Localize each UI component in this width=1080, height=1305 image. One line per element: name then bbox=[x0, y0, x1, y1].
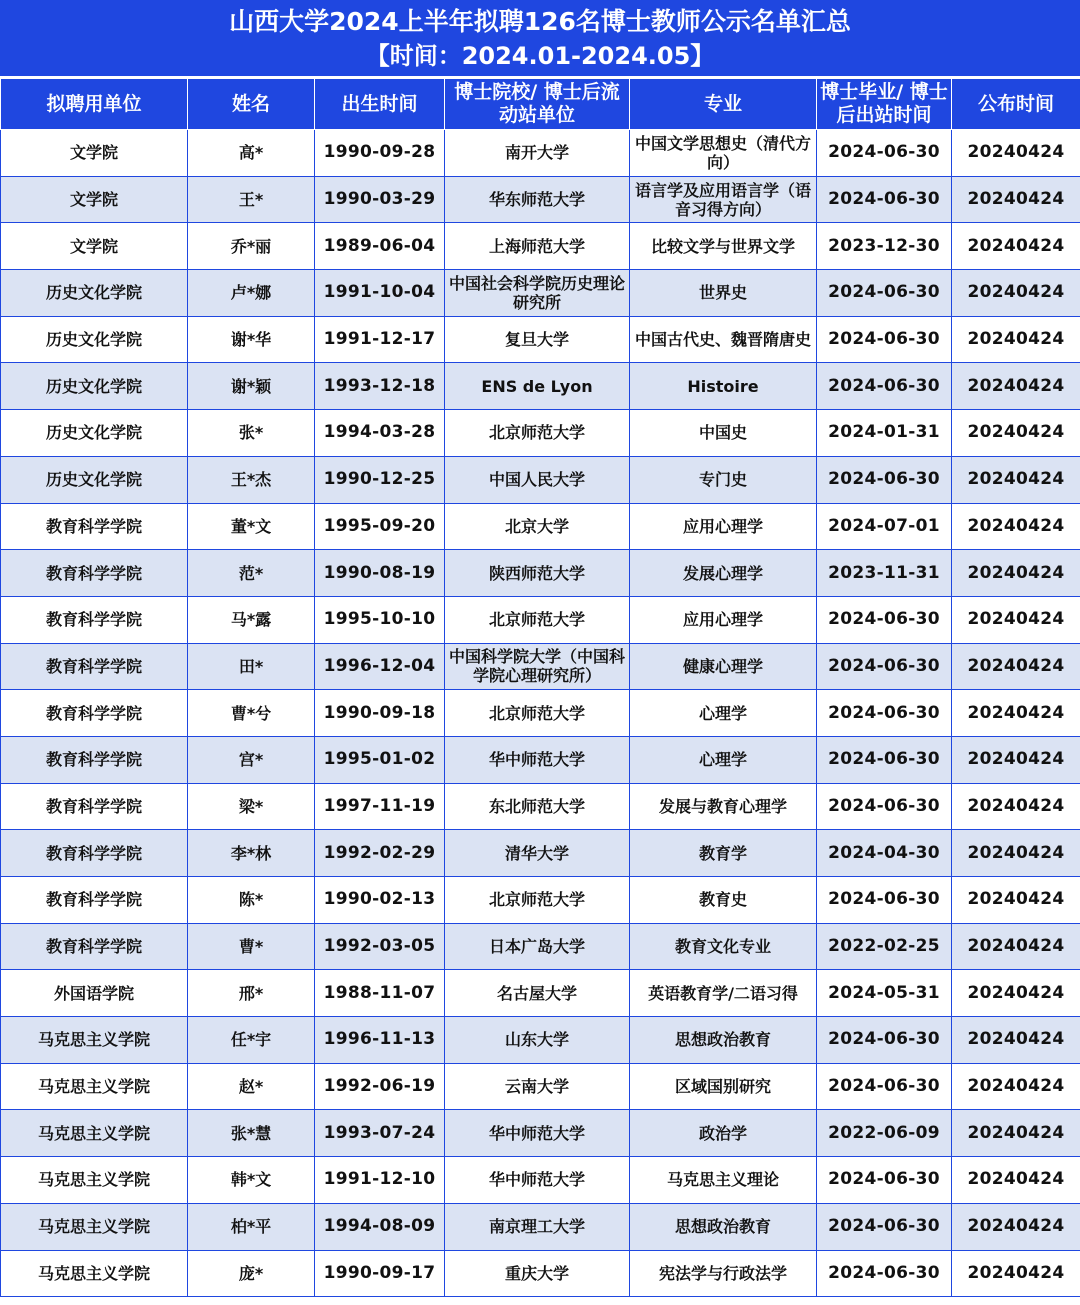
cell-name: 卢*娜 bbox=[188, 270, 315, 317]
cell-institution: 中国人民大学 bbox=[445, 456, 630, 503]
cell-publish-date: 20240424 bbox=[952, 1110, 1080, 1157]
table-row bbox=[1, 176, 1080, 223]
cell-name: 曹* bbox=[188, 923, 315, 970]
cell-major: 世界史 bbox=[630, 270, 817, 317]
cell-graduation-date: 2024-06-30 bbox=[817, 176, 952, 223]
cell-unit: 教育科学学院 bbox=[1, 643, 188, 690]
cell-birth-date: 1990-09-18 bbox=[315, 690, 445, 737]
table-row bbox=[1, 363, 1080, 410]
cell-graduation-date: 2024-06-30 bbox=[817, 783, 952, 830]
cell-publish-date: 20240424 bbox=[952, 316, 1080, 363]
cell-publish-date: 20240424 bbox=[952, 1203, 1080, 1250]
cell-birth-date: 1990-09-28 bbox=[315, 130, 445, 177]
cell-name: 董*文 bbox=[188, 503, 315, 550]
table-row bbox=[1, 503, 1080, 550]
cell-unit: 教育科学学院 bbox=[1, 830, 188, 877]
table-row bbox=[1, 596, 1080, 643]
cell-name: 柏*平 bbox=[188, 1203, 315, 1250]
table-row bbox=[1, 830, 1080, 877]
cell-major: 政治学 bbox=[630, 1110, 817, 1157]
table-row bbox=[1, 1203, 1080, 1250]
cell-publish-date: 20240424 bbox=[952, 1157, 1080, 1204]
table-row bbox=[1, 223, 1080, 270]
column-header-major: 专业 bbox=[630, 79, 817, 130]
cell-publish-date: 20240424 bbox=[952, 923, 1080, 970]
cell-publish-date: 20240424 bbox=[952, 783, 1080, 830]
cell-institution: 云南大学 bbox=[445, 1063, 630, 1110]
table-row bbox=[1, 550, 1080, 597]
cell-birth-date: 1995-09-20 bbox=[315, 503, 445, 550]
cell-unit: 马克思主义学院 bbox=[1, 1203, 188, 1250]
cell-institution: 陕西师范大学 bbox=[445, 550, 630, 597]
cell-name: 谢*颖 bbox=[188, 363, 315, 410]
cell-major: 英语教育学/二语习得 bbox=[630, 970, 817, 1017]
table-row bbox=[1, 410, 1080, 457]
cell-birth-date: 1989-06-04 bbox=[315, 223, 445, 270]
cell-birth-date: 1994-08-09 bbox=[315, 1203, 445, 1250]
cell-unit: 教育科学学院 bbox=[1, 923, 188, 970]
cell-birth-date: 1991-12-17 bbox=[315, 316, 445, 363]
cell-name: 王*杰 bbox=[188, 456, 315, 503]
cell-name: 张*慧 bbox=[188, 1110, 315, 1157]
cell-unit: 马克思主义学院 bbox=[1, 1017, 188, 1064]
cell-graduation-date: 2024-06-30 bbox=[817, 1063, 952, 1110]
cell-unit: 文学院 bbox=[1, 223, 188, 270]
table-row bbox=[1, 1250, 1080, 1297]
cell-name: 马*露 bbox=[188, 596, 315, 643]
cell-publish-date: 20240424 bbox=[952, 736, 1080, 783]
cell-birth-date: 1996-11-13 bbox=[315, 1017, 445, 1064]
cell-graduation-date: 2024-06-30 bbox=[817, 1017, 952, 1064]
cell-graduation-date: 2024-06-30 bbox=[817, 363, 952, 410]
cell-unit: 马克思主义学院 bbox=[1, 1250, 188, 1297]
cell-graduation-date: 2022-02-25 bbox=[817, 923, 952, 970]
table-row bbox=[1, 270, 1080, 317]
cell-major: 专门史 bbox=[630, 456, 817, 503]
cell-major: 发展心理学 bbox=[630, 550, 817, 597]
cell-major: 应用心理学 bbox=[630, 596, 817, 643]
cell-major: 教育史 bbox=[630, 877, 817, 924]
cell-institution: 华东师范大学 bbox=[445, 176, 630, 223]
cell-publish-date: 20240424 bbox=[952, 130, 1080, 177]
cell-publish-date: 20240424 bbox=[952, 1063, 1080, 1110]
table-row bbox=[1, 456, 1080, 503]
column-header-name: 姓名 bbox=[188, 79, 315, 130]
table-row bbox=[1, 1017, 1080, 1064]
cell-publish-date: 20240424 bbox=[952, 410, 1080, 457]
cell-major: 马克思主义理论 bbox=[630, 1157, 817, 1204]
cell-name: 任*宇 bbox=[188, 1017, 315, 1064]
cell-institution: 山东大学 bbox=[445, 1017, 630, 1064]
cell-institution: 重庆大学 bbox=[445, 1250, 630, 1297]
column-header-birth-date: 出生时间 bbox=[315, 79, 445, 130]
cell-name: 韩*文 bbox=[188, 1157, 315, 1204]
cell-institution: 中国社会科学院历史理论研究所 bbox=[445, 270, 630, 317]
cell-unit: 教育科学学院 bbox=[1, 690, 188, 737]
cell-name: 范* bbox=[188, 550, 315, 597]
cell-publish-date: 20240424 bbox=[952, 223, 1080, 270]
cell-major: Histoire bbox=[630, 363, 817, 410]
cell-graduation-date: 2023-12-30 bbox=[817, 223, 952, 270]
cell-institution: 东北师范大学 bbox=[445, 783, 630, 830]
cell-graduation-date: 2024-05-31 bbox=[817, 970, 952, 1017]
cell-unit: 历史文化学院 bbox=[1, 456, 188, 503]
page-title: 山西大学2024上半年拟聘126名博士教师公示名单汇总 bbox=[229, 7, 851, 36]
cell-graduation-date: 2023-11-31 bbox=[817, 550, 952, 597]
cell-institution: 上海师范大学 bbox=[445, 223, 630, 270]
cell-graduation-date: 2024-06-30 bbox=[817, 1203, 952, 1250]
cell-publish-date: 20240424 bbox=[952, 690, 1080, 737]
table-row bbox=[1, 1157, 1080, 1204]
cell-major: 发展与教育心理学 bbox=[630, 783, 817, 830]
cell-unit: 教育科学学院 bbox=[1, 550, 188, 597]
cell-birth-date: 1990-02-13 bbox=[315, 877, 445, 924]
cell-unit: 教育科学学院 bbox=[1, 503, 188, 550]
cell-birth-date: 1990-09-17 bbox=[315, 1250, 445, 1297]
table-row bbox=[1, 643, 1080, 690]
cell-institution: 名古屋大学 bbox=[445, 970, 630, 1017]
title-banner bbox=[0, 0, 1080, 78]
cell-name: 田* bbox=[188, 643, 315, 690]
table-row bbox=[1, 877, 1080, 924]
table-row bbox=[1, 130, 1080, 177]
cell-publish-date: 20240424 bbox=[952, 1250, 1080, 1297]
cell-publish-date: 20240424 bbox=[952, 877, 1080, 924]
cell-unit: 教育科学学院 bbox=[1, 596, 188, 643]
cell-graduation-date: 2024-04-30 bbox=[817, 830, 952, 877]
cell-institution: 华中师范大学 bbox=[445, 1157, 630, 1204]
table-row bbox=[1, 1063, 1080, 1110]
cell-unit: 教育科学学院 bbox=[1, 877, 188, 924]
cell-publish-date: 20240424 bbox=[952, 456, 1080, 503]
cell-institution: 清华大学 bbox=[445, 830, 630, 877]
cell-graduation-date: 2024-06-30 bbox=[817, 643, 952, 690]
table-row bbox=[1, 923, 1080, 970]
cell-birth-date: 1990-03-29 bbox=[315, 176, 445, 223]
column-header-publish-date: 公布时间 bbox=[952, 79, 1080, 130]
cell-institution: 复旦大学 bbox=[445, 316, 630, 363]
cell-birth-date: 1994-03-28 bbox=[315, 410, 445, 457]
cell-unit: 历史文化学院 bbox=[1, 270, 188, 317]
cell-unit: 教育科学学院 bbox=[1, 783, 188, 830]
cell-birth-date: 1992-06-19 bbox=[315, 1063, 445, 1110]
cell-name: 李*林 bbox=[188, 830, 315, 877]
cell-graduation-date: 2024-06-30 bbox=[817, 877, 952, 924]
cell-graduation-date: 2024-06-30 bbox=[817, 130, 952, 177]
cell-publish-date: 20240424 bbox=[952, 643, 1080, 690]
cell-major: 教育学 bbox=[630, 830, 817, 877]
cell-unit: 历史文化学院 bbox=[1, 316, 188, 363]
cell-graduation-date: 2024-06-30 bbox=[817, 270, 952, 317]
cell-major: 中国文学思想史（清代方向） bbox=[630, 130, 817, 177]
cell-name: 高* bbox=[188, 130, 315, 177]
cell-birth-date: 1993-12-18 bbox=[315, 363, 445, 410]
cell-graduation-date: 2022-06-09 bbox=[817, 1110, 952, 1157]
cell-name: 王* bbox=[188, 176, 315, 223]
cell-institution: 北京大学 bbox=[445, 503, 630, 550]
cell-graduation-date: 2024-06-30 bbox=[817, 690, 952, 737]
cell-publish-date: 20240424 bbox=[952, 1017, 1080, 1064]
cell-name: 宫* bbox=[188, 736, 315, 783]
cell-major: 心理学 bbox=[630, 736, 817, 783]
table-row bbox=[1, 316, 1080, 363]
table-row bbox=[1, 970, 1080, 1017]
table-body bbox=[1, 130, 1080, 1297]
cell-graduation-date: 2024-06-30 bbox=[817, 1250, 952, 1297]
cell-graduation-date: 2024-06-30 bbox=[817, 596, 952, 643]
cell-institution: 华中师范大学 bbox=[445, 736, 630, 783]
cell-birth-date: 1993-07-24 bbox=[315, 1110, 445, 1157]
cell-unit: 文学院 bbox=[1, 176, 188, 223]
cell-major: 宪法学与行政法学 bbox=[630, 1250, 817, 1297]
table-row bbox=[1, 1110, 1080, 1157]
cell-name: 陈* bbox=[188, 877, 315, 924]
header-row bbox=[1, 79, 1080, 130]
cell-institution: 北京师范大学 bbox=[445, 690, 630, 737]
cell-name: 谢*华 bbox=[188, 316, 315, 363]
cell-major: 语言学及应用语言学（语音习得方向） bbox=[630, 176, 817, 223]
cell-birth-date: 1995-01-02 bbox=[315, 736, 445, 783]
cell-name: 梁* bbox=[188, 783, 315, 830]
cell-graduation-date: 2024-07-01 bbox=[817, 503, 952, 550]
cell-publish-date: 20240424 bbox=[952, 830, 1080, 877]
cell-unit: 文学院 bbox=[1, 130, 188, 177]
cell-publish-date: 20240424 bbox=[952, 596, 1080, 643]
cell-publish-date: 20240424 bbox=[952, 503, 1080, 550]
cell-graduation-date: 2024-06-30 bbox=[817, 1157, 952, 1204]
column-header-graduation-date: 博士毕业/ 博士后出站时间 bbox=[817, 79, 952, 130]
cell-name: 邢* bbox=[188, 970, 315, 1017]
cell-birth-date: 1990-12-25 bbox=[315, 456, 445, 503]
cell-graduation-date: 2024-06-30 bbox=[817, 316, 952, 363]
cell-birth-date: 1997-11-19 bbox=[315, 783, 445, 830]
candidate-table bbox=[0, 78, 1080, 1297]
cell-publish-date: 20240424 bbox=[952, 270, 1080, 317]
cell-institution: 北京师范大学 bbox=[445, 877, 630, 924]
cell-name: 曹*兮 bbox=[188, 690, 315, 737]
cell-major: 区域国别研究 bbox=[630, 1063, 817, 1110]
cell-unit: 教育科学学院 bbox=[1, 736, 188, 783]
cell-institution: ENS de Lyon bbox=[445, 363, 630, 410]
cell-institution: 北京师范大学 bbox=[445, 410, 630, 457]
cell-institution: 南京理工大学 bbox=[445, 1203, 630, 1250]
cell-institution: 中国科学院大学（中国科学院心理研究所） bbox=[445, 643, 630, 690]
cell-unit: 马克思主义学院 bbox=[1, 1063, 188, 1110]
cell-unit: 外国语学院 bbox=[1, 970, 188, 1017]
cell-major: 教育文化专业 bbox=[630, 923, 817, 970]
cell-major: 中国古代史、魏晋隋唐史 bbox=[630, 316, 817, 363]
table-row bbox=[1, 690, 1080, 737]
cell-birth-date: 1988-11-07 bbox=[315, 970, 445, 1017]
cell-publish-date: 20240424 bbox=[952, 363, 1080, 410]
cell-major: 比较文学与世界文学 bbox=[630, 223, 817, 270]
cell-unit: 历史文化学院 bbox=[1, 363, 188, 410]
cell-birth-date: 1992-02-29 bbox=[315, 830, 445, 877]
column-header-unit: 拟聘用单位 bbox=[1, 79, 188, 130]
cell-major: 健康心理学 bbox=[630, 643, 817, 690]
cell-birth-date: 1992-03-05 bbox=[315, 923, 445, 970]
cell-major: 心理学 bbox=[630, 690, 817, 737]
cell-name: 乔*丽 bbox=[188, 223, 315, 270]
cell-birth-date: 1996-12-04 bbox=[315, 643, 445, 690]
cell-institution: 北京师范大学 bbox=[445, 596, 630, 643]
cell-name: 赵* bbox=[188, 1063, 315, 1110]
cell-major: 应用心理学 bbox=[630, 503, 817, 550]
cell-graduation-date: 2024-06-30 bbox=[817, 456, 952, 503]
cell-major: 思想政治教育 bbox=[630, 1203, 817, 1250]
cell-publish-date: 20240424 bbox=[952, 970, 1080, 1017]
cell-unit: 马克思主义学院 bbox=[1, 1110, 188, 1157]
cell-publish-date: 20240424 bbox=[952, 176, 1080, 223]
cell-graduation-date: 2024-01-31 bbox=[817, 410, 952, 457]
cell-name: 张* bbox=[188, 410, 315, 457]
cell-birth-date: 1991-12-10 bbox=[315, 1157, 445, 1204]
cell-unit: 马克思主义学院 bbox=[1, 1157, 188, 1204]
cell-birth-date: 1990-08-19 bbox=[315, 550, 445, 597]
cell-institution: 南开大学 bbox=[445, 130, 630, 177]
column-header-institution: 博士院校/ 博士后流动站单位 bbox=[445, 79, 630, 130]
cell-publish-date: 20240424 bbox=[952, 550, 1080, 597]
table-row bbox=[1, 783, 1080, 830]
cell-unit: 历史文化学院 bbox=[1, 410, 188, 457]
cell-name: 庞* bbox=[188, 1250, 315, 1297]
cell-institution: 华中师范大学 bbox=[445, 1110, 630, 1157]
cell-birth-date: 1995-10-10 bbox=[315, 596, 445, 643]
cell-institution: 日本广岛大学 bbox=[445, 923, 630, 970]
cell-birth-date: 1991-10-04 bbox=[315, 270, 445, 317]
date-range-subtitle: 【时间：2024.01-2024.05】 bbox=[365, 42, 715, 70]
table-row bbox=[1, 736, 1080, 783]
cell-major: 思想政治教育 bbox=[630, 1017, 817, 1064]
cell-major: 中国史 bbox=[630, 410, 817, 457]
cell-graduation-date: 2024-06-30 bbox=[817, 736, 952, 783]
